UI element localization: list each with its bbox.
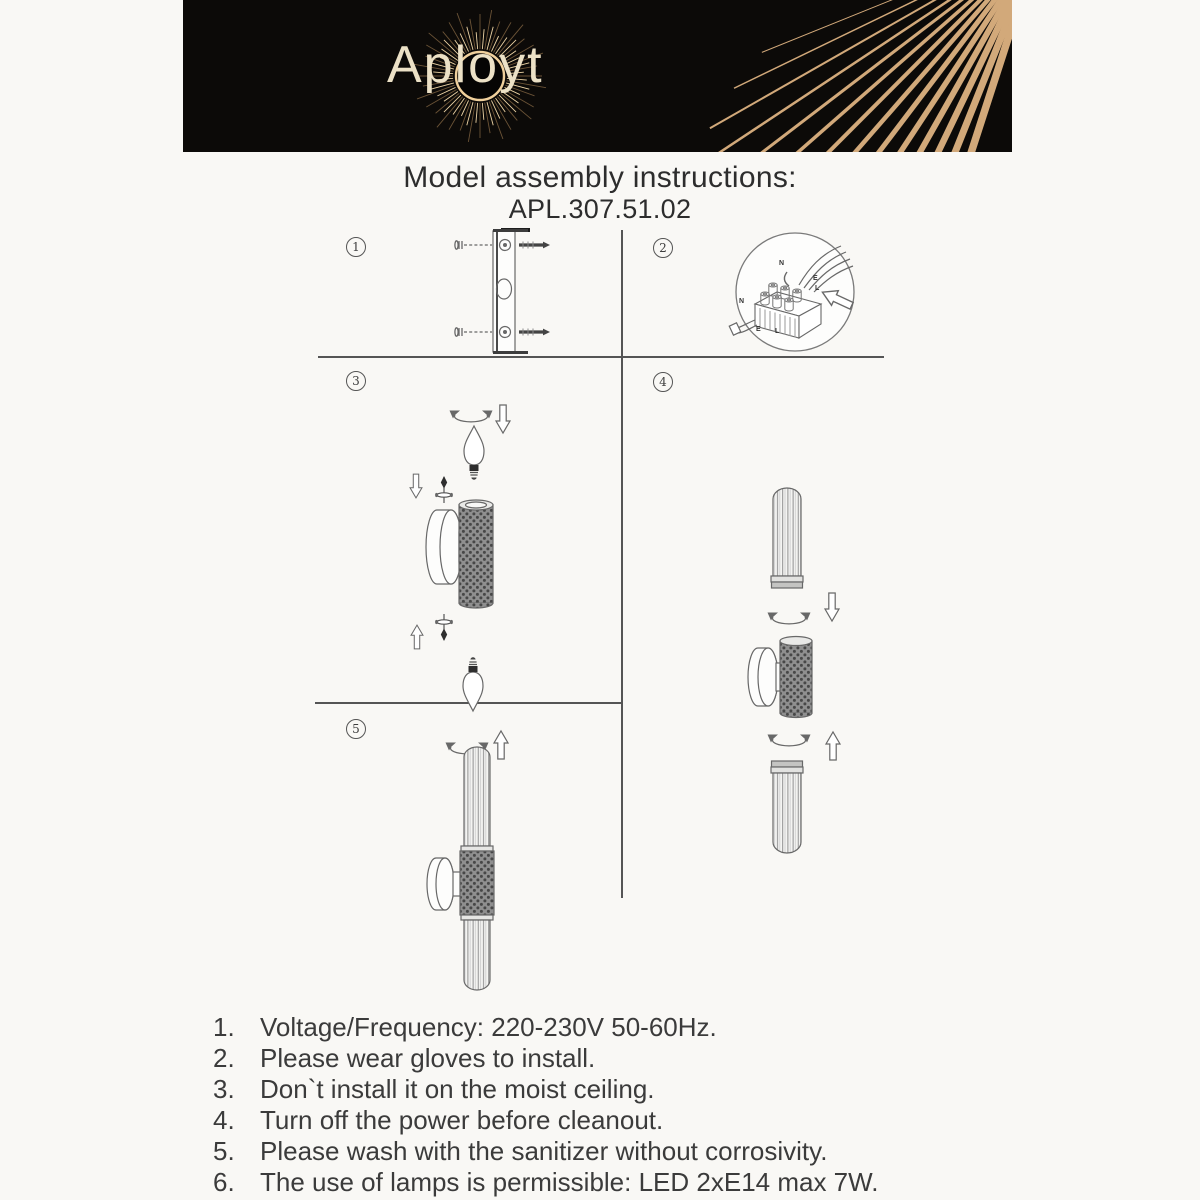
step-2-wiring-diagram [725, 228, 875, 358]
instruction-item [213, 1044, 878, 1075]
step-1-number: 1 [346, 237, 366, 257]
instruction-text: Turn off the power before cleanout. [260, 1105, 664, 1135]
contact-pin-icon [435, 476, 453, 503]
instruction-text: Voltage/Frequency: 220-230V 50-60Hz. [260, 1012, 717, 1042]
wire-label-l2: L [775, 328, 780, 335]
instructions-list [213, 1013, 878, 1199]
instruction-text: Don`t install it on the moist ceiling. [260, 1074, 655, 1104]
instruction-number: 2. [213, 1043, 235, 1073]
model-number: APL.307.51.02 [508, 194, 692, 224]
wire-label-n: N [779, 260, 785, 267]
grid-vertical-rule [621, 230, 623, 898]
bulb-icon [464, 426, 484, 480]
top-shade [771, 488, 803, 588]
instruction-number: 6. [213, 1167, 235, 1197]
step-1-bracket-diagram [450, 225, 560, 360]
wire-label-l: L [815, 285, 820, 292]
up-arrow-icon [411, 625, 423, 649]
step-2-number: 2 [653, 238, 673, 258]
contact-pin-icon [435, 614, 453, 641]
down-arrow-icon [496, 405, 510, 433]
instruction-item [213, 1137, 878, 1168]
step-3-bulb-diagram [395, 400, 530, 772]
instruction-text: Please wash with the sanitizer without corrosivity. [260, 1136, 828, 1166]
instruction-item [213, 1106, 878, 1137]
rotate-arrow-icon [768, 735, 811, 746]
bottom-shade [771, 761, 803, 853]
rotate-arrow-icon [768, 613, 811, 624]
up-arrow-icon [826, 732, 840, 760]
instruction-text: The use of lamps is permissible: LED 2xE14 max 7W. [260, 1167, 879, 1197]
step-3-number: 3 [346, 371, 366, 391]
wire-label-e2: E [756, 326, 761, 333]
instruction-number: 5. [213, 1136, 235, 1166]
screw-icon [455, 241, 492, 336]
step-5-assembled-diagram [420, 738, 535, 1000]
brand-logo-text: Aployt [387, 36, 544, 94]
instruction-number: 3. [213, 1074, 235, 1104]
wire-label-e: E [813, 275, 818, 282]
down-arrow-icon [825, 593, 839, 621]
assembled-lamp [427, 747, 494, 990]
instruction-item [213, 1075, 878, 1106]
instruction-item [213, 1168, 878, 1199]
instruction-text: Please wear gloves to install. [260, 1043, 596, 1073]
bulb-icon [463, 657, 483, 711]
page-title: Model assembly instructions: [403, 161, 797, 194]
step-5-number: 5 [346, 719, 366, 739]
brand-banner [183, 0, 1012, 152]
down-arrow-icon [410, 474, 422, 498]
wall-anchor-icon [519, 242, 550, 336]
corner-rays-icon [183, 0, 1012, 152]
step-4-number: 4 [653, 372, 673, 392]
instruction-number: 1. [213, 1012, 235, 1042]
rotate-arrow-icon [450, 411, 493, 422]
wire-label-n2: N [739, 298, 745, 305]
step-4-shade-diagram [740, 478, 850, 863]
fixture-body [426, 500, 493, 608]
instruction-item [213, 1013, 878, 1044]
instruction-number: 4. [213, 1105, 235, 1135]
fixture-body [748, 637, 812, 718]
